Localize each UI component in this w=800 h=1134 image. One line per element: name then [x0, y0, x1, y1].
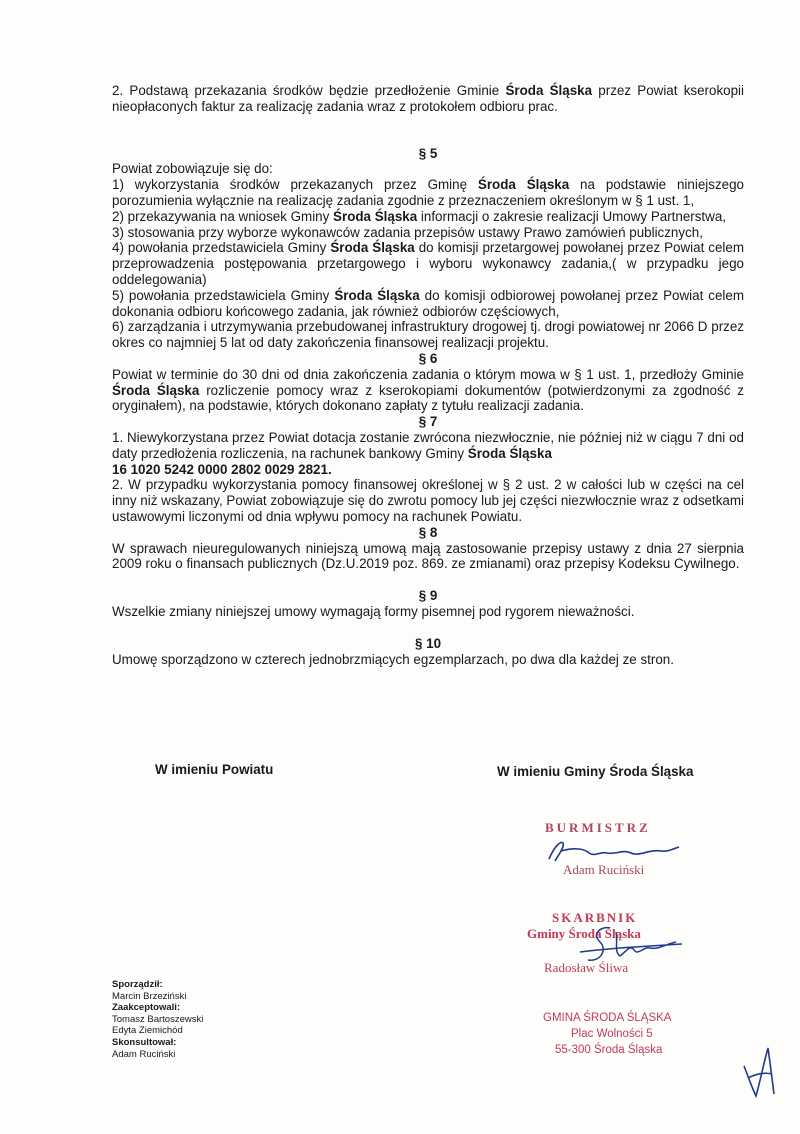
section-9-text: Wszelkie zmiany niniejszej umowy wymagają formy pisemnej pod rygorem nieważności. — [112, 603, 635, 619]
signature-label-county: W imieniu Powiatu — [155, 762, 274, 777]
treasurer-stamp-title: SKARBNIK — [552, 910, 638, 925]
section-5-item-6: 6) zarządzania i utrzymywania przebudowanej infrastruktury drogowej tj. drogi powiatowej nr 2066 D przez okres co najmniej 5 lat od daty zakończenia finansowej realizacji projektu. — [112, 319, 744, 351]
section-5-item-5: 5) powołania przedstawiciela Gminy Środa Śląska do komisji odbiorowej powołanej przez Powiat celem dokonania odbioru końcowego zadania, jak również odbiorów częściowych, — [112, 287, 744, 319]
section-heading-5: § 5 — [418, 145, 438, 161]
section-10-text: Umowę sporządzono w czterech jednobrzmiących egzemplarzach, po dwa dla każdej ze stron. — [112, 651, 674, 667]
section-7-para-1: 1. Niewykorzystana przez Powiat dotacja zostanie zwrócona niezwłocznie, nie później niż w ciągu 7 dni od daty przedłożenia rozliczenia, na rachunek bankowy Gminy Środa Śląska — [112, 429, 744, 461]
mayor-stamp-name: Adam Ruciński — [563, 862, 645, 877]
signature-label-municipality: W imieniu Gminy Środa Śląska — [497, 764, 694, 779]
section-heading-7: § 7 — [418, 414, 438, 430]
approved-name-2: Edyta Ziemichód — [112, 1025, 183, 1037]
section-8-text: W sprawach nieuregulowanych niniejszą umową mają zastosowanie przepisy ustawy z dnia 27 sierpnia 2009 roku o finansach publicznych (Dz.U.2019 poz. 869. ze zmianami) oraz przepisy Kodeksu Cywilnego. — [112, 540, 744, 572]
section-5-intro: Powiat zobowiązuje się do: — [112, 161, 273, 177]
section-5-item-3: 3) stosowania przy wyborze wykonawców zadania przepisów ustawy Prawo zamówień publicznych, — [112, 224, 703, 240]
section-heading-6: § 6 — [418, 350, 438, 366]
footer-credits — [112, 979, 203, 1060]
initials-mark — [738, 1042, 778, 1100]
section-heading-10: § 10 — [414, 635, 442, 651]
consulted-label: Skonsultował: — [112, 1036, 177, 1048]
section-5-item-2: 2) przekazywania na wniosek Gminy Środa Śląska informacji o zakresie realizacji Umowy Partnerstwa, — [112, 208, 726, 224]
treasurer-stamp-org: Gminy Środa Śląska — [527, 926, 641, 941]
section-heading-9: § 9 — [418, 588, 438, 604]
office-stamp-line-3: 55-300 Środa Śląska — [555, 1044, 663, 1056]
office-stamp-line-1: GMINA ŚRODA ŚLĄSKA — [543, 1012, 672, 1024]
prepared-label: Sporządził: — [112, 979, 163, 990]
prepared-name: Marcin Brzeziński — [112, 990, 187, 1002]
treasurer-stamp-name: Radosław Śliwa — [544, 960, 629, 975]
mayor-stamp-title: BURMISTRZ — [545, 820, 651, 835]
section-5-item-4: 4) powołania przedstawiciela Gminy Środa Śląska do komisji przetargowej powołanej przez Powiat celem przeprowadzenia postępowania przetargowego i wyboru wykonawcy zadania,( w przypadku jego oddelegowania) — [112, 240, 744, 287]
document-body — [112, 83, 744, 667]
approved-name-1: Tomasz Bartoszewski — [112, 1013, 204, 1025]
approved-label: Zaakceptowali: — [112, 1002, 181, 1014]
section-7-bank-account: 16 1020 5242 0000 2802 0029 2821. — [112, 461, 332, 477]
mayor-signature — [545, 835, 685, 865]
section-7-para-2: 2. W przypadku wykorzystania pomocy finansowej określonej w § 2 ust. 2 w całości lub w części na cel inny niż wskazany, Powiat zobowiązuje się do zwrotu pomocy lub jej części niezwłocznie wraz z odsetkami ustawowymi liczonymi od dnia wpływu pomocy na rachunek Powiatu. — [112, 477, 744, 524]
consulted-name: Adam Ruciński — [112, 1048, 176, 1060]
section-heading-8: § 8 — [418, 524, 438, 540]
section-5-item-1: 1) wykorzystania środków przekazanych przez Gminę Środa Śląska na podstawie niniejszego porozumienia wyłącznie na realizację zadania zgodnie z przeznaczeniem określonym w § 1 ust. 1, — [112, 177, 744, 208]
paragraph-4-2: 2. Podstawą przekazania środków będzie przedłożenie Gminie Środa Śląska przez Powiat kserokopii nieopłaconych faktur za realizację zadania wraz z protokołem odbioru prac. — [112, 83, 744, 114]
office-stamp-line-2: Plac Wolności 5 — [571, 1028, 653, 1040]
section-6-text: Powiat w terminie do 30 dni od dnia zakończenia zadania o którym mowa w § 1 ust. 1, przedłoży Gminie Środa Śląska rozliczenie pomocy wraz z kserokopiami dokumentów (potwierdzonymi za zgodność z oryginałem), na podstawie, których dokonano zapłaty z tytułu realizacji zadania. — [112, 366, 744, 414]
